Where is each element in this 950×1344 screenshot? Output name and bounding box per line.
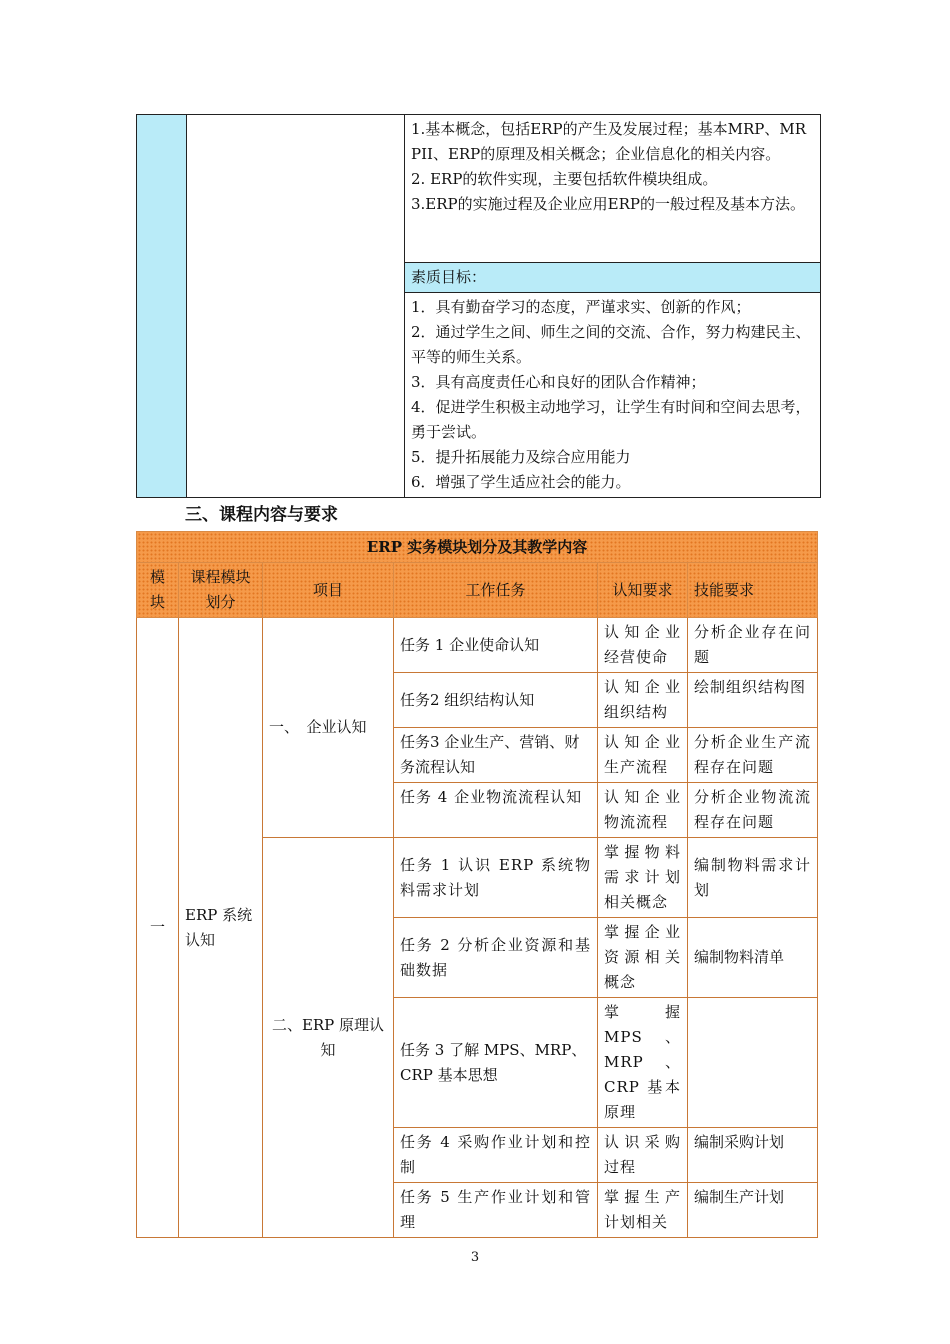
quality-line: 6．增强了学生适应社会的能力。 xyxy=(411,473,631,491)
objectives-table xyxy=(136,114,821,498)
skill-cell: 编制物料清单 xyxy=(688,918,818,998)
skill-cell: 绘制组织结构图 xyxy=(688,673,818,728)
project-name: 一、 企业认知 xyxy=(263,618,394,838)
module-table xyxy=(136,531,818,1238)
cognition-cell: 认识采购过程 xyxy=(598,1128,688,1183)
skill-cell: 分析企业生产流程存在问题 xyxy=(688,728,818,783)
cognition-cell: 掌握物料需求计划相关概念 xyxy=(598,838,688,918)
cognition-cell: 认知企业经营使命 xyxy=(598,618,688,673)
cognition-cell: 掌握企业资源相关概念 xyxy=(598,918,688,998)
header-course-module: 课程模块划分 xyxy=(179,563,263,618)
task-cell: 任务 4 企业物流流程认知 xyxy=(394,783,598,838)
quality-line: 4．促进学生积极主动地学习，让学生有时间和空间去思考，勇于尝试。 xyxy=(411,398,811,441)
knowledge-objectives-cell xyxy=(405,115,821,263)
task-cell: 任务 2 分析企业资源和基础数据 xyxy=(394,918,598,998)
task-cell: 任务 1 企业使命认知 xyxy=(394,618,598,673)
cognition-cell: 认知企业物流流程 xyxy=(598,783,688,838)
knowledge-line: 3.ERP的实施过程及企业应用ERP的一般过程及基本方法。 xyxy=(411,195,805,213)
header-cognition: 认知要求 xyxy=(598,563,688,618)
header-task: 工作任务 xyxy=(394,563,598,618)
quality-objectives-heading: 素质目标： xyxy=(405,263,821,293)
module-color-cell xyxy=(137,115,187,498)
project-name: 二、ERP 原理认知 xyxy=(263,838,394,1238)
cognition-cell: 认知企业生产流程 xyxy=(598,728,688,783)
table-title: ERP 实务模块划分及其教学内容 xyxy=(137,532,818,563)
page-number: 3 xyxy=(470,1250,480,1265)
quality-line: 5．提升拓展能力及综合应用能力 xyxy=(411,448,631,466)
task-cell: 任务 4 采购作业计划和控制 xyxy=(394,1128,598,1183)
cognition-cell: 掌 握 MPS 、MRP 、CRP 基本原理 xyxy=(598,998,688,1128)
skill-cell: 编制生产计划 xyxy=(688,1183,818,1238)
module-number: 一 xyxy=(137,618,179,1238)
task-cell: 任务 1 认识 ERP 系统物料需求计划 xyxy=(394,838,598,918)
skill-cell: 编制物料需求计划 xyxy=(688,838,818,918)
task-cell: 任务 3 了解 MPS、MRP、CRP 基本思想 xyxy=(394,998,598,1128)
quality-line: 1．具有勤奋学习的态度，严谨求实、创新的作风； xyxy=(411,298,751,316)
header-module: 模块 xyxy=(137,563,179,618)
skill-cell: 分析企业存在问题 xyxy=(688,618,818,673)
quality-objectives-cell xyxy=(405,293,821,498)
cognition-cell: 掌握生产计划相关 xyxy=(598,1183,688,1238)
task-cell: 任务 5 生产作业计划和管理 xyxy=(394,1183,598,1238)
skill-cell: 编制采购计划 xyxy=(688,1128,818,1183)
section-heading: 三、课程内容与要求 xyxy=(185,505,338,525)
task-cell: 任务3 企业生产、营销、财务流程认知 xyxy=(394,728,598,783)
skill-cell: 分析企业物流流程存在问题 xyxy=(688,783,818,838)
task-cell: 任务2 组织结构认知 xyxy=(394,673,598,728)
course-module-name: ERP 系统认知 xyxy=(179,618,263,1238)
quality-line: 3．具有高度责任心和良好的团队合作精神； xyxy=(411,373,706,391)
header-project: 项目 xyxy=(263,563,394,618)
empty-cell xyxy=(187,115,405,498)
cognition-cell: 认知企业组织结构 xyxy=(598,673,688,728)
quality-line: 2．通过学生之间、师生之间的交流、合作，努力构建民主、平等的师生关系。 xyxy=(411,323,811,366)
knowledge-line: 1.基本概念，包括ERP的产生及发展过程；基本MRP、MRPII、ERP的原理及相关概念；企业信息化的相关内容。 xyxy=(411,120,807,163)
header-skill: 技能要求 xyxy=(688,563,818,618)
knowledge-line: 2. ERP的软件实现，主要包括软件模块组成。 xyxy=(411,170,718,188)
skill-cell xyxy=(688,998,818,1128)
